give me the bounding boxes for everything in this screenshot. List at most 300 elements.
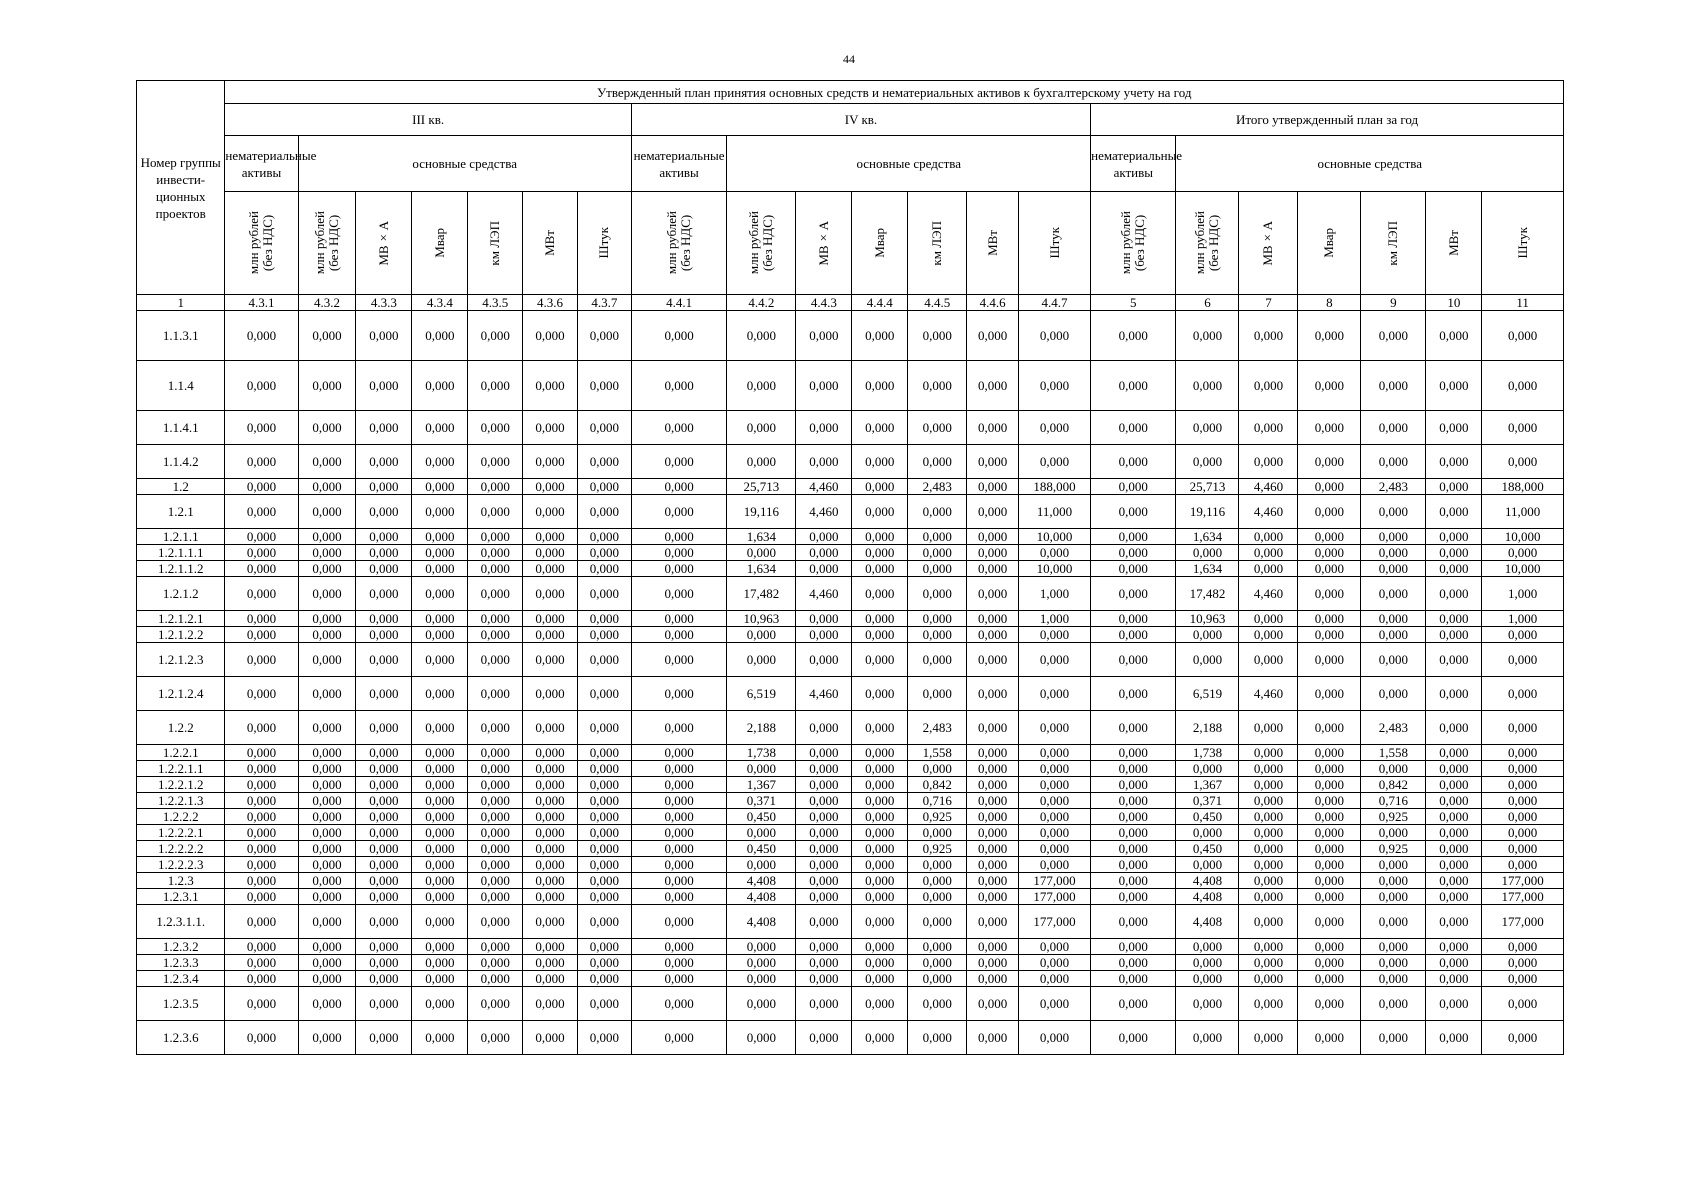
column-number: 4.4.6 [967, 295, 1019, 311]
value-cell: 0,000 [356, 495, 412, 529]
value-cell: 0,000 [852, 611, 908, 627]
value-cell: 0,000 [1091, 311, 1176, 361]
value-cell: 1,634 [727, 561, 796, 577]
value-cell: 0,000 [852, 955, 908, 971]
value-cell: 0,000 [1239, 777, 1298, 793]
value-cell: 0,000 [908, 825, 967, 841]
group-number-cell: 1.2.1.1.1 [137, 545, 225, 561]
value-cell: 0,000 [631, 577, 727, 611]
value-cell: 0,000 [298, 873, 356, 889]
value-cell: 0,000 [468, 841, 523, 857]
value-cell: 0,000 [967, 1021, 1019, 1055]
value-cell: 0,000 [412, 841, 468, 857]
value-cell: 0,000 [1018, 987, 1090, 1021]
value-cell: 0,000 [1091, 361, 1176, 411]
value-cell: 0,000 [356, 793, 412, 809]
value-cell: 0,000 [468, 445, 523, 479]
value-cell: 0,000 [796, 529, 852, 545]
value-cell: 0,000 [523, 677, 578, 711]
value-cell: 0,000 [1361, 987, 1426, 1021]
column-number: 7 [1239, 295, 1298, 311]
value-cell: 0,000 [356, 745, 412, 761]
column-number: 4.3.3 [356, 295, 412, 311]
value-cell: 0,000 [1018, 939, 1090, 955]
value-cell: 0,000 [577, 529, 631, 545]
table-row [137, 777, 1564, 793]
group-number-cell: 1.2.1.2 [137, 577, 225, 611]
unit-header [1018, 192, 1090, 295]
value-cell: 0,000 [356, 711, 412, 745]
value-cell: 0,000 [967, 445, 1019, 479]
value-cell: 0,000 [412, 361, 468, 411]
value-cell: 0,000 [1361, 545, 1426, 561]
value-cell: 0,000 [796, 955, 852, 971]
value-cell: 0,000 [412, 627, 468, 643]
value-cell: 0,000 [1176, 857, 1239, 873]
value-cell: 0,000 [468, 495, 523, 529]
value-cell: 0,000 [1176, 939, 1239, 955]
value-cell: 0,000 [908, 311, 967, 361]
value-cell: 0,000 [225, 445, 298, 479]
value-cell: 0,000 [1176, 411, 1239, 445]
value-cell: 0,000 [298, 955, 356, 971]
value-cell: 0,000 [796, 825, 852, 841]
value-cell: 0,000 [1426, 761, 1482, 777]
value-cell: 0,000 [1298, 825, 1361, 841]
value-cell: 0,000 [1176, 761, 1239, 777]
group-number-cell: 1.2.1.1 [137, 529, 225, 545]
value-cell: 0,000 [1298, 841, 1361, 857]
value-cell: 0,000 [523, 611, 578, 627]
value-cell: 0,000 [577, 761, 631, 777]
value-cell: 0,000 [908, 643, 967, 677]
unit-label: МВ×А [375, 220, 391, 266]
value-cell: 0,000 [1426, 611, 1482, 627]
value-cell: 0,000 [1361, 825, 1426, 841]
value-cell: 0,000 [727, 643, 796, 677]
value-cell: 0,000 [1298, 889, 1361, 905]
value-cell: 0,000 [631, 627, 727, 643]
value-cell: 0,000 [298, 529, 356, 545]
group-number-cell: 1.2.2.1.1 [137, 761, 225, 777]
value-cell: 0,000 [468, 809, 523, 825]
value-cell: 0,000 [577, 939, 631, 955]
value-cell: 0,000 [1239, 857, 1298, 873]
value-cell: 0,000 [908, 677, 967, 711]
value-cell: 0,000 [1018, 643, 1090, 677]
value-cell: 0,000 [1298, 809, 1361, 825]
value-cell: 0,000 [1239, 545, 1298, 561]
q3-intangible-header: нематериальные активы [225, 136, 298, 192]
value-cell: 0,000 [523, 777, 578, 793]
value-cell: 0,925 [1361, 809, 1426, 825]
value-cell: 0,000 [356, 561, 412, 577]
value-cell: 0,000 [1361, 411, 1426, 445]
value-cell: 0,000 [1426, 777, 1482, 793]
value-cell: 0,000 [1298, 777, 1361, 793]
value-cell: 0,000 [523, 955, 578, 971]
group-number-cell: 1.2.3 [137, 873, 225, 889]
value-cell: 0,000 [298, 479, 356, 495]
value-cell: 0,000 [1091, 643, 1176, 677]
value-cell: 0,000 [631, 825, 727, 841]
table-row [137, 361, 1564, 411]
value-cell: 0,000 [1426, 711, 1482, 745]
value-cell: 0,000 [298, 793, 356, 809]
value-cell: 0,000 [727, 761, 796, 777]
value-cell: 0,000 [1018, 677, 1090, 711]
value-cell: 0,842 [1361, 777, 1426, 793]
value-cell: 0,000 [1018, 971, 1090, 987]
unit-label: Штук [1514, 227, 1530, 259]
value-cell: 0,000 [577, 809, 631, 825]
value-cell: 0,000 [356, 987, 412, 1021]
value-cell: 0,000 [727, 1021, 796, 1055]
value-cell: 0,925 [1361, 841, 1426, 857]
value-cell: 0,000 [577, 711, 631, 745]
value-cell: 0,000 [796, 873, 852, 889]
value-cell: 0,000 [852, 939, 908, 955]
value-cell: 0,000 [796, 611, 852, 627]
column-number: 4.3.4 [412, 295, 468, 311]
table-row [137, 1021, 1564, 1055]
value-cell: 0,000 [852, 529, 908, 545]
value-cell: 4,460 [1239, 479, 1298, 495]
value-cell: 0,000 [1298, 987, 1361, 1021]
value-cell: 0,000 [356, 411, 412, 445]
column-number: 4.4.2 [727, 295, 796, 311]
value-cell: 0,000 [631, 809, 727, 825]
value-cell: 0,000 [967, 561, 1019, 577]
value-cell: 0,000 [796, 445, 852, 479]
value-cell: 0,000 [967, 311, 1019, 361]
value-cell: 0,000 [967, 677, 1019, 711]
value-cell: 0,000 [412, 793, 468, 809]
table-row [137, 479, 1564, 495]
value-cell: 0,000 [356, 809, 412, 825]
value-cell: 0,000 [796, 987, 852, 1021]
value-cell: 0,000 [1361, 889, 1426, 905]
group-number-header: Номер группы инвести-ционных проектов [137, 81, 225, 295]
table-row [137, 495, 1564, 529]
value-cell: 0,000 [796, 857, 852, 873]
value-cell: 0,000 [356, 873, 412, 889]
column-number: 4.4.5 [908, 295, 967, 311]
value-cell: 0,000 [1361, 627, 1426, 643]
value-cell: 0,000 [468, 939, 523, 955]
value-cell: 0,000 [852, 479, 908, 495]
value-cell: 0,000 [796, 793, 852, 809]
group-number-cell: 1.1.4 [137, 361, 225, 411]
value-cell: 0,000 [1298, 955, 1361, 971]
unit-header [1239, 192, 1298, 295]
value-cell: 0,000 [225, 825, 298, 841]
value-cell: 0,000 [1239, 905, 1298, 939]
value-cell: 0,000 [356, 627, 412, 643]
value-cell: 0,000 [908, 611, 967, 627]
value-cell: 0,000 [1298, 627, 1361, 643]
value-cell: 0,000 [1298, 529, 1361, 545]
unit-label: МВ×А [1260, 220, 1276, 266]
value-cell: 0,000 [298, 577, 356, 611]
unit-header [356, 192, 412, 295]
column-number: 4.4.4 [852, 295, 908, 311]
value-cell: 0,000 [225, 627, 298, 643]
value-cell: 0,000 [468, 873, 523, 889]
value-cell: 0,000 [523, 561, 578, 577]
value-cell: 0,000 [412, 939, 468, 955]
value-cell: 0,000 [1091, 711, 1176, 745]
table-row [137, 793, 1564, 809]
value-cell: 0,000 [1361, 939, 1426, 955]
value-cell: 0,000 [1018, 411, 1090, 445]
column-number: 4.3.1 [225, 295, 298, 311]
value-cell: 0,000 [225, 905, 298, 939]
value-cell: 0,371 [1176, 793, 1239, 809]
unit-header [1361, 192, 1426, 295]
value-cell: 11,000 [1018, 495, 1090, 529]
value-cell: 177,000 [1018, 905, 1090, 939]
value-cell: 0,000 [967, 841, 1019, 857]
value-cell: 0,000 [631, 889, 727, 905]
table-row [137, 971, 1564, 987]
value-cell: 1,634 [1176, 529, 1239, 545]
value-cell: 0,000 [1482, 955, 1564, 971]
value-cell: 0,000 [631, 987, 727, 1021]
value-cell: 0,000 [852, 361, 908, 411]
value-cell: 0,000 [1426, 905, 1482, 939]
table-row [137, 611, 1564, 627]
value-cell: 0,000 [225, 809, 298, 825]
value-cell: 0,000 [577, 825, 631, 841]
value-cell: 4,460 [1239, 677, 1298, 711]
value-cell: 25,713 [727, 479, 796, 495]
value-cell: 0,000 [1018, 857, 1090, 873]
value-cell: 0,000 [356, 857, 412, 873]
value-cell: 0,000 [1426, 577, 1482, 611]
value-cell: 0,000 [1298, 761, 1361, 777]
value-cell: 0,000 [468, 611, 523, 627]
value-cell: 0,000 [631, 479, 727, 495]
q4-header: IV кв. [631, 104, 1090, 136]
value-cell: 4,460 [1239, 577, 1298, 611]
value-cell: 0,000 [356, 643, 412, 677]
value-cell: 0,000 [727, 311, 796, 361]
value-cell: 0,000 [577, 643, 631, 677]
value-cell: 17,482 [727, 577, 796, 611]
value-cell: 0,000 [908, 495, 967, 529]
value-cell: 0,000 [412, 905, 468, 939]
value-cell: 0,000 [1239, 761, 1298, 777]
value-cell: 0,000 [908, 873, 967, 889]
unit-label: Мвар [871, 228, 887, 258]
value-cell: 0,000 [967, 793, 1019, 809]
unit-header [298, 192, 356, 295]
unit-header [727, 192, 796, 295]
value-cell: 4,408 [727, 905, 796, 939]
value-cell: 0,000 [577, 987, 631, 1021]
value-cell: 0,000 [967, 761, 1019, 777]
value-cell: 0,000 [225, 561, 298, 577]
value-cell: 0,000 [1426, 987, 1482, 1021]
value-cell: 0,000 [967, 577, 1019, 611]
value-cell: 0,000 [852, 445, 908, 479]
value-cell: 0,000 [356, 777, 412, 793]
group-number-cell: 1.2.2.2.1 [137, 825, 225, 841]
value-cell: 0,000 [1091, 545, 1176, 561]
value-cell: 0,000 [1239, 971, 1298, 987]
value-cell: 0,000 [577, 611, 631, 627]
value-cell: 0,000 [356, 939, 412, 955]
group-number-cell: 1.2.3.3 [137, 955, 225, 971]
unit-label: млн рублей (без НДС) [1192, 211, 1222, 275]
value-cell: 0,000 [356, 677, 412, 711]
value-cell: 0,000 [225, 987, 298, 1021]
value-cell: 0,000 [796, 841, 852, 857]
value-cell: 0,000 [1091, 793, 1176, 809]
value-cell: 0,000 [908, 761, 967, 777]
value-cell: 0,000 [796, 971, 852, 987]
value-cell: 177,000 [1018, 889, 1090, 905]
table-row [137, 311, 1564, 361]
value-cell: 4,408 [727, 873, 796, 889]
value-cell: 0,000 [1176, 361, 1239, 411]
value-cell: 0,000 [225, 841, 298, 857]
table-row [137, 825, 1564, 841]
value-cell: 0,000 [1298, 971, 1361, 987]
value-cell: 10,000 [1018, 561, 1090, 577]
unit-header [1176, 192, 1239, 295]
value-cell: 0,000 [577, 577, 631, 611]
value-cell: 177,000 [1018, 873, 1090, 889]
value-cell: 0,000 [298, 825, 356, 841]
value-cell: 0,000 [225, 761, 298, 777]
value-cell: 0,000 [298, 745, 356, 761]
value-cell: 0,000 [1482, 761, 1564, 777]
value-cell: 0,000 [631, 841, 727, 857]
value-cell: 0,000 [1298, 479, 1361, 495]
unit-label: км ЛЭП [929, 220, 945, 266]
value-cell: 0,000 [631, 711, 727, 745]
value-cell: 0,000 [1361, 955, 1426, 971]
table-row [137, 841, 1564, 857]
value-cell: 0,000 [852, 761, 908, 777]
unit-label: Штук [596, 227, 612, 259]
table-row [137, 643, 1564, 677]
value-cell: 0,000 [1018, 627, 1090, 643]
value-cell: 0,000 [577, 479, 631, 495]
table-row [137, 745, 1564, 761]
value-cell: 0,000 [1298, 561, 1361, 577]
value-cell: 4,408 [727, 889, 796, 905]
unit-header [577, 192, 631, 295]
value-cell: 0,000 [1361, 311, 1426, 361]
value-cell: 0,000 [412, 889, 468, 905]
value-cell: 0,000 [631, 793, 727, 809]
value-cell: 0,000 [577, 857, 631, 873]
value-cell: 0,000 [468, 627, 523, 643]
value-cell: 0,000 [1239, 445, 1298, 479]
value-cell: 1,000 [1018, 611, 1090, 627]
value-cell: 6,519 [1176, 677, 1239, 711]
value-cell: 0,000 [967, 479, 1019, 495]
group-number-cell: 1.2.1 [137, 495, 225, 529]
value-cell: 0,000 [523, 745, 578, 761]
unit-header [631, 192, 727, 295]
value-cell: 0,000 [225, 1021, 298, 1055]
value-cell: 0,000 [298, 611, 356, 627]
value-cell: 0,000 [852, 745, 908, 761]
group-number-cell: 1.2.1.2.1 [137, 611, 225, 627]
value-cell: 0,000 [468, 529, 523, 545]
value-cell: 0,000 [412, 745, 468, 761]
value-cell: 0,000 [1361, 529, 1426, 545]
value-cell: 0,000 [631, 971, 727, 987]
column-number: 4.3.2 [298, 295, 356, 311]
value-cell: 0,000 [577, 445, 631, 479]
value-cell: 0,000 [468, 905, 523, 939]
table-row [137, 905, 1564, 939]
value-cell: 0,000 [1361, 761, 1426, 777]
value-cell: 0,000 [1361, 857, 1426, 873]
value-cell: 0,000 [727, 971, 796, 987]
value-cell: 0,000 [225, 873, 298, 889]
value-cell: 0,000 [727, 825, 796, 841]
value-cell: 1,738 [1176, 745, 1239, 761]
value-cell: 0,000 [908, 445, 967, 479]
table-row [137, 809, 1564, 825]
value-cell: 0,000 [908, 577, 967, 611]
value-cell: 11,000 [1482, 495, 1564, 529]
value-cell: 0,000 [523, 889, 578, 905]
value-cell: 0,000 [1018, 445, 1090, 479]
value-cell: 0,000 [225, 939, 298, 955]
value-cell: 0,000 [631, 495, 727, 529]
value-cell: 0,000 [298, 841, 356, 857]
value-cell: 0,000 [1176, 1021, 1239, 1055]
value-cell: 0,000 [412, 545, 468, 561]
value-cell: 0,000 [468, 677, 523, 711]
column-number-row [137, 295, 1564, 311]
value-cell: 0,000 [523, 361, 578, 411]
value-cell: 4,460 [796, 495, 852, 529]
value-cell: 0,716 [908, 793, 967, 809]
value-cell: 0,000 [967, 955, 1019, 971]
value-cell: 0,000 [1426, 677, 1482, 711]
value-cell: 0,000 [577, 971, 631, 987]
value-cell: 0,000 [1298, 939, 1361, 955]
value-cell: 0,000 [967, 987, 1019, 1021]
value-cell: 0,000 [1091, 561, 1176, 577]
column-number: 4.3.6 [523, 295, 578, 311]
value-cell: 0,000 [852, 825, 908, 841]
group-number-cell: 1.2.2 [137, 711, 225, 745]
unit-label: МВт [542, 230, 558, 256]
value-cell: 4,460 [796, 677, 852, 711]
value-cell: 0,000 [577, 1021, 631, 1055]
group-number-cell: 1.2.2.1 [137, 745, 225, 761]
group-number-cell: 1.2.3.4 [137, 971, 225, 987]
value-cell: 0,000 [1018, 793, 1090, 809]
value-cell: 19,116 [727, 495, 796, 529]
group-number-cell: 1.2.2.1.3 [137, 793, 225, 809]
value-cell: 0,000 [852, 561, 908, 577]
value-cell: 0,000 [577, 311, 631, 361]
value-cell: 0,000 [577, 361, 631, 411]
value-cell: 0,000 [1091, 529, 1176, 545]
value-cell: 0,000 [1298, 745, 1361, 761]
value-cell: 0,000 [1091, 825, 1176, 841]
